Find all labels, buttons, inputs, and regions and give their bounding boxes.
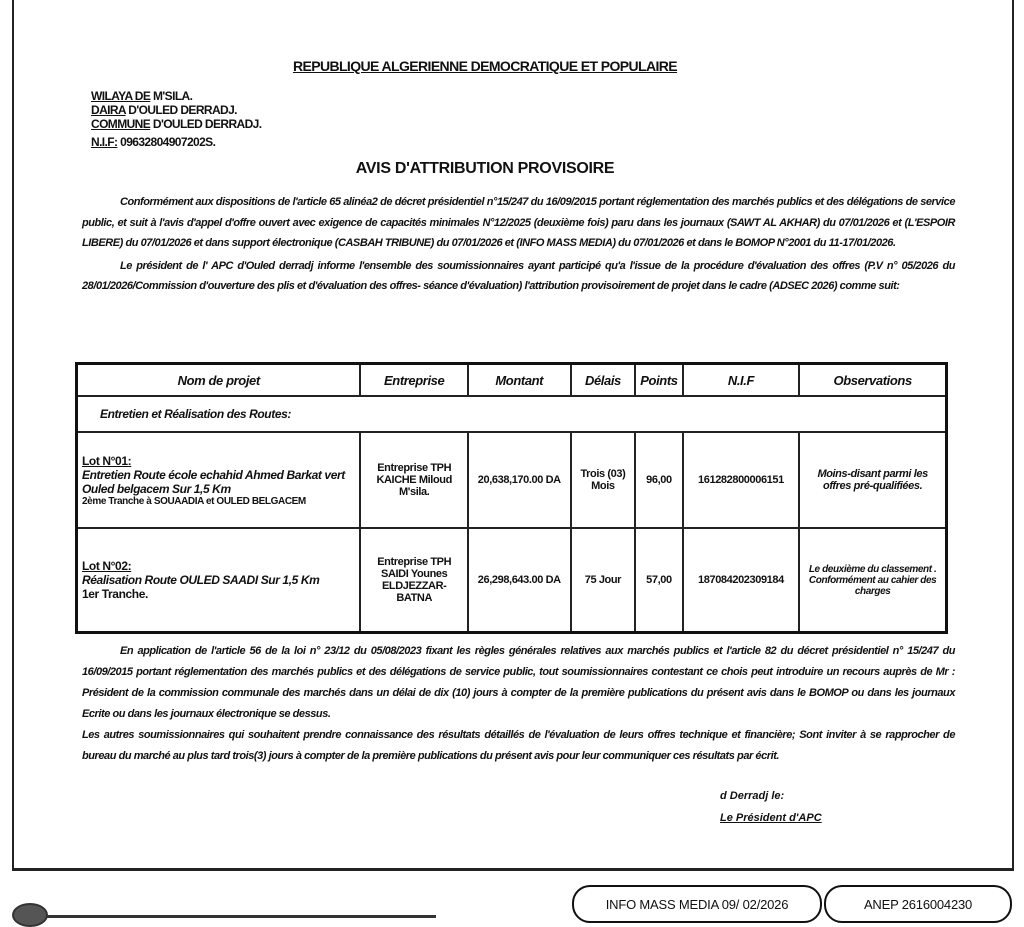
col-nif: N.I.F (683, 364, 800, 397)
daira-line (91, 103, 237, 117)
points-cell: 57,00 (635, 528, 682, 633)
paragraph-autres: Les autres soumissionnaires qui souhaitent prendre connaissance des résultats détaillés de l'évaluation de leurs offres technique et financière; Sont inviter à se rapprocher de bureau du marché au plus tard trois(3) jours à compter de la première publications du présent avis pour leur communiquer ces résultats par écrit. (82, 729, 955, 762)
table-row (77, 432, 947, 528)
project-cell (77, 528, 361, 633)
project-name: Réalisation Route OULED SAADI Sur 1,5 Km (82, 573, 320, 587)
delais-cell: 75 Jour (571, 528, 636, 633)
points-cell: 96,00 (635, 432, 682, 528)
attribution-table (75, 362, 948, 634)
newspaper-logo (12, 903, 48, 927)
project-extra: 2ème Tranche à SOUAADIA et OULED BELGACEM (82, 495, 306, 507)
col-observations: Observations (799, 364, 946, 397)
paragraph-conformement: Conformément aux dispositions de l'article 65 alinéa2 de décret présidentiel n°15/247 du 16/09/2015 portant réglementation des marchés publics et des délégations de service public, et suit à l'avis d'appel d'offre ouvert avec exigence de capacités minimales N°12/2025 (deuxième fois) paru dans les journaux (SAWT AL AKHAR) du 07/01/2026 et (L'ESPOIR LIBERE) du 07/01/2026 et dans support électronique (CASBAH TRIBUNE) du 07/01/2026 et (INFO MASS MEDIA) du 07/01/2026 et dans le BOMOP N°2001 du 11-17/01/2026. (82, 196, 955, 249)
col-points: Points (635, 364, 682, 397)
project-extra: 1er Tranche. (82, 587, 148, 601)
project-name: Entretien Route école echahid Ahmed Barkat vert Ouled belgacem Sur 1,5 Km (82, 467, 345, 496)
lot-label: Lot N°02: (82, 559, 132, 573)
wilaya-line (91, 89, 192, 103)
commune-value: D'OULED DERRADJ. (150, 117, 262, 131)
logo-divider (46, 915, 436, 918)
signature-place: d Derradj le: (720, 790, 785, 802)
paragraph-president: Le président de l' APC d'Ouled derradj informe l'ensemble des soumissionnaires ayant participé qu'a l'issue de la procédure d'évaluation des offres (P.V n° 05/2026 du 28/01/2026/Commission d'ouverture des plis et d'évaluation des offres- séance d'évaluation) l'attribution provisoirement de projet dans le cadre (ADSEC 2026) comme suit: (82, 259, 955, 292)
section-title: Entretien et Réalisation des Routes: (77, 396, 947, 432)
signature-title: Le Président d'APC (720, 812, 822, 824)
document-title: AVIS D'ATTRIBUTION PROVISOIRE (355, 160, 615, 177)
republic-heading (0, 58, 970, 74)
nif-value: 09632804907202S. (117, 135, 216, 149)
wilaya-label: WILAYA DE (91, 89, 151, 103)
commune-line (91, 117, 261, 131)
commune-label: COMMUNE (91, 117, 151, 131)
montant-cell: 26,298,643.00 DA (468, 528, 571, 633)
entreprise-cell: Entreprise TPH KAICHE Miloud M'sila. (360, 432, 468, 528)
wilaya-value: M'SILA. (150, 89, 193, 103)
paragraph-recours: En application de l'article 56 de la loi n° 23/12 du 05/08/2023 fixant les règles générales relatives aux marchés publics et l'article 82 du décret présidentiel n° 15/247 du 16/09/2015 portant réglementation des marchés publics et des délégations de service public, tout soumissionnaires contestant ce chois peut introduire un recours auprès de Mr : Président de la commission communale des marchés dans un délai de dix (10) jours à compter de la première publications du présent avis dans le BOMOP ou dans les journaux Ecrite ou dans les journaux électronique se dessus. (82, 645, 955, 720)
daira-label: DAIRA (91, 103, 126, 117)
delais-cell: Trois (03) Mois (571, 432, 636, 528)
anep-badge: ANEP 2616004230 (824, 885, 1012, 923)
republic-text: REPUBLIQUE ALGERIENNE DEMOCRATIQUE ET POPULAIRE (292, 58, 678, 74)
closing-paragraphs (82, 641, 955, 767)
col-entreprise: Entreprise (360, 364, 468, 397)
intro-paragraphs (82, 192, 955, 297)
nif-cell: 161282800006151 (683, 432, 800, 528)
section-row (77, 396, 947, 432)
col-nom-projet: Nom de projet (77, 364, 361, 397)
lot-label: Lot N°01: (82, 453, 132, 468)
observations-cell: Le deuxième du classement . Conformément au cahier des charges (799, 528, 946, 633)
table-header-row (77, 364, 947, 397)
project-cell (77, 432, 361, 528)
entreprise-cell: Entreprise TPH SAIDI Younes ELDJEZZAR-BATNA (360, 528, 468, 633)
daira-value: D'OULED DERRADJ. (125, 103, 237, 117)
nif-cell: 187084202309184 (683, 528, 800, 633)
observations-cell: Moins-disant parmi les offres pré-qualifiées. (799, 432, 946, 528)
col-delais: Délais (571, 364, 636, 397)
nif-line (91, 135, 215, 149)
col-montant: Montant (468, 364, 571, 397)
publication-badge: INFO MASS MEDIA 09/ 02/2026 (572, 885, 822, 923)
nif-label: N.I.F: (91, 135, 118, 149)
table-row (77, 528, 947, 633)
montant-cell: 20,638,170.00 DA (468, 432, 571, 528)
